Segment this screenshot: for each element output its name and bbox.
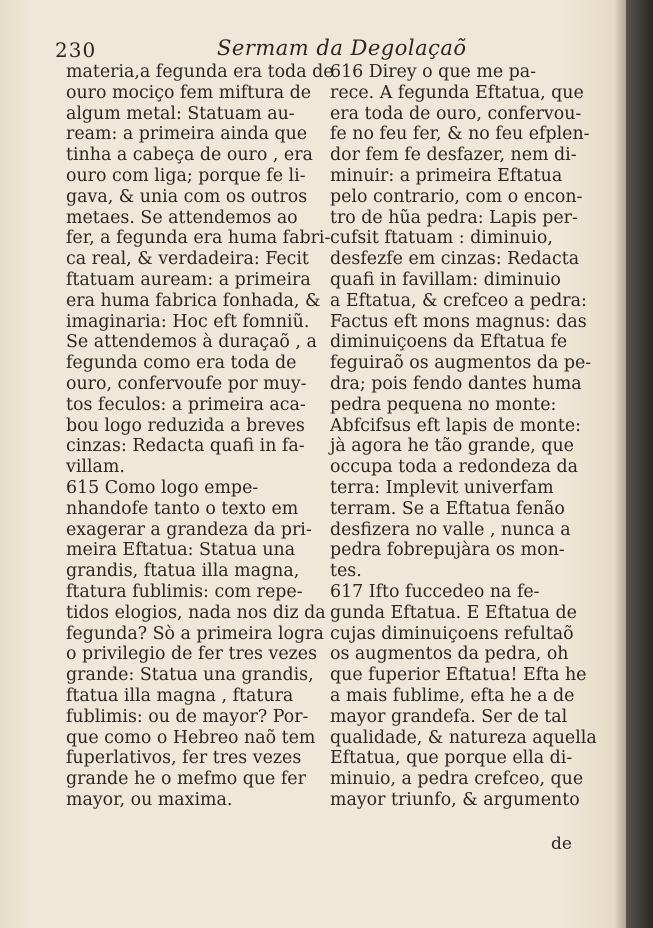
text-line: tidos elogios, nada nos diz da <box>66 602 326 623</box>
text-line: o privilegio de fer tres vezes <box>66 644 318 665</box>
text-line: ftatuam auream: a primeira <box>66 269 311 290</box>
text-line: ream: a primeira ainda que <box>66 124 308 145</box>
text-line: Eftatua, que porque ella di- <box>330 748 573 769</box>
text-line: fegunda? Sò a primeira logra <box>66 623 324 644</box>
text-line: bou logo reduzida a breves <box>66 415 305 436</box>
text-line: 615 Como logo empe- <box>66 477 259 498</box>
text-line: grandis, ftatua illa magna, <box>66 561 300 582</box>
text-line: fe no feu fer, & no feu efplen- <box>330 124 590 145</box>
text-line: feguiraõ os augmentos da pe- <box>330 353 592 374</box>
text-line: mayor triunfo, & argumento <box>330 789 580 810</box>
text-line: quafi in favillam: diminuio <box>330 269 561 290</box>
text-line: terram. Se a Eftatua fenão <box>330 498 565 519</box>
text-line: meira Eftatua: Statua una <box>66 540 296 561</box>
text-line: gava, & unia com os outros <box>66 186 308 207</box>
text-line: cujas diminuiçoens refultaõ <box>330 623 574 644</box>
text-line: tro de hũa pedra: Lapis per- <box>330 207 578 228</box>
text-line: materia,a fegunda era toda de <box>66 62 334 82</box>
text-line: 617 Ifto fuccedeo na fe- <box>330 581 540 602</box>
text-line: desfezfe em cinzas: Redacta <box>330 249 580 270</box>
text-line: Abfcifsus eft lapis de monte: <box>330 415 582 436</box>
text-line: pelo contrario, com o encon- <box>330 186 583 207</box>
text-line: dra; pois fendo dantes huma <box>330 373 582 394</box>
text-line: 616 Direy o que me pa- <box>330 62 537 82</box>
text-line: minuio, a pedra crefceo, que <box>330 769 584 790</box>
text-line: Se attendemos à duraçaõ , a <box>66 332 317 353</box>
text-line: fer, a fegunda era huma fabri- <box>66 228 331 249</box>
text-line: ouro, confervoufe por muy- <box>66 373 307 394</box>
text-line: os augmentos da pedra, oh <box>330 644 569 665</box>
text-line: gunda Eftatua. E Eftatua de <box>330 602 577 623</box>
text-line: cinzas: Redacta quafi in fa- <box>66 436 305 457</box>
text-line: exagerar a grandeza da pri- <box>66 519 312 540</box>
text-line: occupa toda a redondeza da <box>330 457 578 478</box>
text-line: pedra pequena no monte: <box>330 394 557 415</box>
text-line: que fuperior Eftatua! Efta he <box>330 665 587 686</box>
text-line: nhandofe tanto o texto em <box>66 498 299 519</box>
text-line: metaes. Se attendemos ao <box>66 207 298 228</box>
catchword: de <box>551 834 572 854</box>
text-line: desfizera no valle , nunca a <box>330 519 571 540</box>
text-line: algum metal: Statuam au- <box>66 103 295 124</box>
text-line: tos feculos: a primeira aca- <box>66 394 306 415</box>
text-line: a Eftatua, & crefceo a pedra: <box>330 290 587 311</box>
left-column <box>66 62 334 811</box>
text-line: ouro com liga; porque fe li- <box>66 165 306 186</box>
text-line: mayor, ou maxima. <box>66 789 233 810</box>
text-line: ftatua illa magna , ftatura <box>66 685 294 706</box>
text-line: jà agora he tão grande, que <box>330 436 574 457</box>
text-line: ftatura fublimis: com repe- <box>66 581 303 602</box>
text-line: cufsit ftatuam : diminuio, <box>330 228 553 249</box>
text-line: villam. <box>66 457 125 478</box>
text-line: a mais fublime, efta he a de <box>330 685 575 706</box>
text-line: ca real, & verdadeira: Fecit <box>66 249 309 270</box>
text-line: pedra fobrepujàra os mon- <box>330 540 565 561</box>
text-line: minuir: a primeira Eftatua <box>330 165 563 186</box>
text-line: fublimis: ou de mayor? Por- <box>66 706 309 727</box>
right-column <box>330 62 597 811</box>
text-line: tinha a cabeça de ouro , era <box>66 145 313 166</box>
text-line: imaginaria: Hoc eft fomniũ. <box>66 311 310 332</box>
book-spine-edge <box>626 0 653 928</box>
page-number: 230 <box>55 38 97 62</box>
text-line: terra: Implevit univerfam <box>330 477 554 498</box>
text-line: Factus eft mons magnus: das <box>330 311 587 332</box>
text-line: ouro mociço fem miftura de <box>66 82 312 103</box>
text-line: grande he o mefmo que fer <box>66 769 306 790</box>
text-line: tes. <box>330 561 362 582</box>
text-line: dor fem fe desfazer, nem di- <box>330 145 577 166</box>
text-line: mayor grandefa. Ser de tal <box>330 706 568 727</box>
text-line: que como o Hebreo naõ tem <box>66 727 316 748</box>
text-line: fuperlativos, fer tres vezes <box>66 748 302 769</box>
text-line: diminuiçoens da Eftatua fe <box>330 332 568 353</box>
text-line: rece. A fegunda Eftatua, que <box>330 82 584 103</box>
text-line: fegunda como era toda de <box>66 353 297 374</box>
text-line: era toda de ouro, confervou- <box>330 103 582 124</box>
text-line: era huma fabrica fonhada, & <box>66 290 321 311</box>
text-line: qualidade, & natureza aquella <box>330 727 597 748</box>
running-head: Sermam da Degolaçaõ <box>217 36 467 60</box>
text-line: grande: Statua una grandis, <box>66 665 314 686</box>
